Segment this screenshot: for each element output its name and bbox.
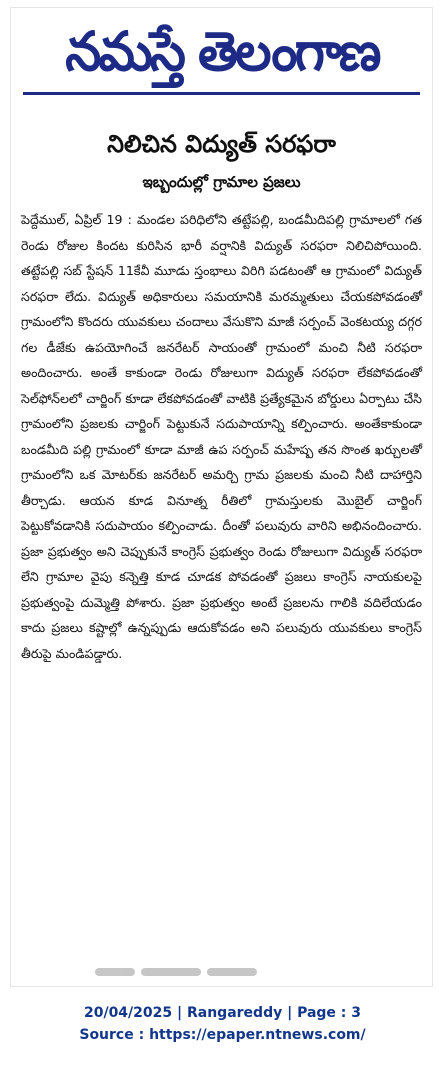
publication-date-line: 20/04/2025 | Rangareddy | Page : 3 bbox=[83, 1005, 362, 1021]
masthead bbox=[11, 12, 432, 92]
masthead-divider bbox=[23, 92, 420, 95]
article-headline: నిలిచిన విద్యుత్ సరఫరా bbox=[107, 130, 336, 158]
newspaper-clipping bbox=[11, 8, 432, 986]
article-dateline: పెద్దేముల్, ఏప్రిల్ 19 : bbox=[21, 212, 137, 227]
article-subheadline: ఇబ్బందుల్లో గ్రామాల ప్రజలు bbox=[142, 173, 301, 191]
source-footer bbox=[0, 1002, 445, 1046]
source-link[interactable]: Source : https://epaper.ntnews.com/ bbox=[79, 1027, 366, 1043]
article-body bbox=[21, 207, 422, 666]
newspaper-logo: నమస్తే తెలంగాణ bbox=[64, 20, 379, 83]
article-body-text: మండల పరిధిలోని తట్టేపల్లి, బండమీదిపల్లి గ్రామాలలో గత రెండు రోజుల కిందట కురిసిన భారీ వర్షానికి విద్యుత్ సరఫరా నిలిచిపోయింది. తట్టేపల్లి సబ్ స్టేషన్ 11కేవీ మూడు స్తంభాలు విరిగి పడటంతో ఆ గ్రామంలో విద్యుత్ సరఫరా లేదు. విద్యుత్ అధికారులు సమయానికి మరమ్మతులు చేయకపోవడంతో గ్రామంలోని కొందరు యువకులు చందాలు వేసుకొని మాజీ సర్పంచ్ వెంకటయ్య దగ్గర గల డీజేకు ఉపయోగించే జనరేటర్ సాయంతో గ్రామంలో మంచి నీటి సరఫరా అందించారు. అంతే కాకుండా రెండు రోజులుగా విద్యుత్ సరఫరా లేకపోవడంతో సెల్‌ఫోన్‌లలో చార్జింగ్ కూడా లేకపోవడంతో వాటికి ప్రత్యేకమైన బోర్డులు ఏర్పాటు చేసి గ్రామంలోని ప్రజలకు చార్జింగ్ పెట్టుకునే సదుపాయాన్ని కల్పించారు. అంతేకాకుండా బండమీది పల్లి గ్రామంలో కూడా మాజీ ఉప సర్పంచ్ మహేష్ప తన సొంత ఖర్చులతో గ్రామంలోని ఒక మోటర్‌కు జనరేటర్ అమర్చి గ్రామ ప్రజలకు మంచి నీటి దాహార్తిని తీర్చాడు. ఆయన కూడ వినూత్న రీతిలో గ్రామస్తులకు మొబైల్ చార్జింగ్ పెట్టుకోవడానికి సదుపాయం కల్పించాడు. దీంతో పలువురు వారిని అభినందించారు. ప్రజా ప్రభుత్వం అని చెప్పుకునే కాంగ్రెస్ ప్రభుత్వం రెండు రోజులుగా విద్యుత్ సరఫరా లేని గ్రామాల వైపు కన్నెత్తి కూడ చూడక పోవడంతో ప్రజలు కాంగ్రెస్ నాయకులపై ప్రభుత్వంపై దుమ్మెత్తి పోశారు. ప్రజా ప్రభుత్వం అంటే ప్రజలను గాలికి వదిలేయడం కాదు ప్రజలు కష్టాల్లో ఉన్నప్పుడు ఆదుకోవడం అని పలువురు యువకులు కాంగ్రెస్ తీరుపై మండిపడ్డారు. bbox=[21, 212, 423, 661]
cut-off-text-line bbox=[95, 965, 275, 979]
